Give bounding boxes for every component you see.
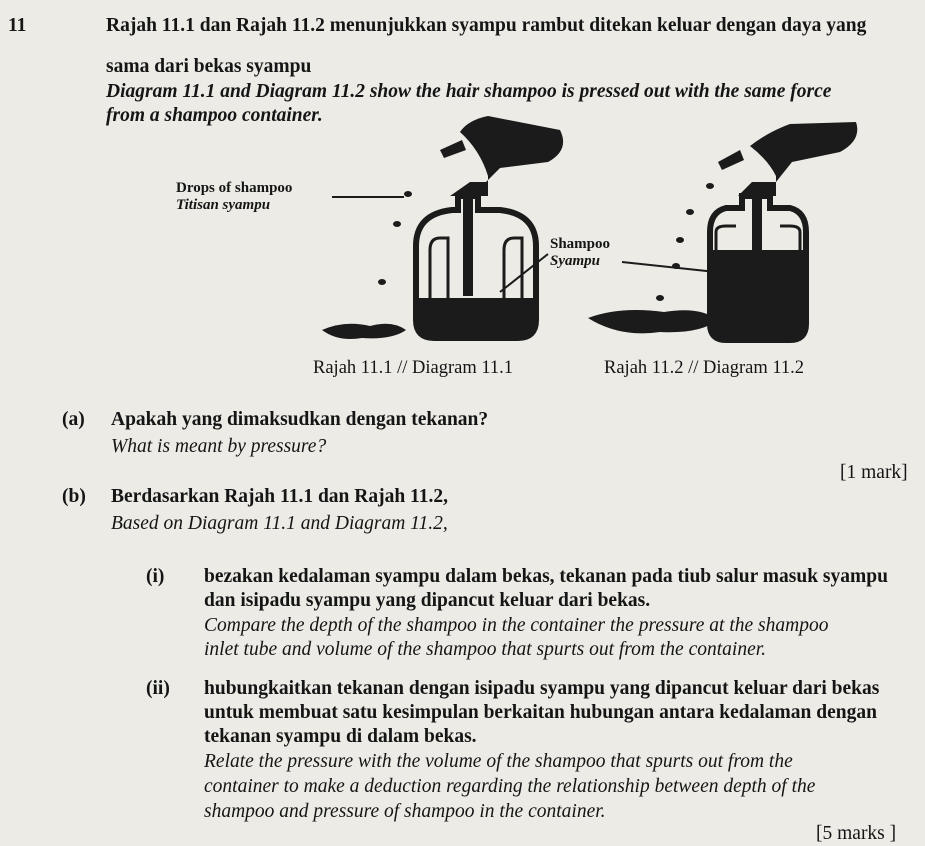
part-a-question-ms: Apakah yang dimaksudkan dengan tekanan? (111, 409, 489, 430)
part-b-label: (b) (62, 486, 86, 507)
part-b-i-line-1: bezakan kedalaman syampu dalam bekas, tekanan pada tiub salur masuk syampu (204, 566, 888, 587)
part-b-ii-line-4: Relate the pressure with the volume of the shampoo that spurts out from the (204, 751, 793, 772)
part-b-ii-line-2: untuk membuat satu kesimpulan berkaitan hubungan antara kedalaman dengan (204, 702, 877, 723)
intro-line-3: Diagram 11.1 and Diagram 11.2 show the hair shampoo is pressed out with the same force (106, 81, 832, 102)
part-b-ii-line-3: tekanan syampu di dalam bekas. (204, 726, 477, 747)
part-b-ii-line-1: hubungkaitkan tekanan dengan isipadu syampu yang dipancut keluar dari bekas (204, 678, 880, 699)
part-b-i-line-4: inlet tube and volume of the shampoo that spurts out from the container. (204, 639, 767, 660)
part-b-intro-ms: Berdasarkan Rajah 11.1 dan Rajah 11.2, (111, 486, 448, 507)
part-a-marks: [1 mark] (840, 462, 908, 483)
caption-diagram-11-2: Rajah 11.2 // Diagram 11.2 (604, 358, 805, 378)
drops-label-en: Titisan syampu (176, 197, 271, 213)
container-diagram-11-2 (588, 122, 857, 340)
part-a-label: (a) (62, 409, 85, 430)
shampoo-label-en: Shampoo (550, 236, 611, 252)
part-b-i-line-3: Compare the depth of the shampoo in the container the pressure at the shampoo (204, 615, 829, 636)
shampoo-label-ms: Syampu (550, 253, 601, 269)
shampoo-leader-line (500, 254, 548, 292)
part-b-ii-line-5: container to make a deduction regarding the relationship between depth of the (204, 776, 816, 797)
intro-line-1: Rajah 11.1 dan Rajah 11.2 menunjukkan syampu rambut ditekan keluar dengan daya yang (106, 15, 867, 36)
question-number: 11 (8, 15, 27, 36)
drops-label-ms: Drops of shampoo (176, 180, 293, 196)
container-diagram-11-1 (322, 116, 563, 339)
part-b-marks: [5 marks ] (816, 823, 897, 844)
part-b-intro-en: Based on Diagram 11.1 and Diagram 11.2, (111, 513, 448, 534)
part-b-i-label: (i) (146, 566, 165, 587)
intro-line-4: from a shampoo container. (106, 105, 323, 126)
caption-diagram-11-1: Rajah 11.1 // Diagram 11.1 (313, 358, 514, 378)
part-b-ii-line-6: shampoo and pressure of shampoo in the container. (204, 801, 606, 822)
part-a-question-en: What is meant by pressure? (111, 436, 327, 457)
part-b-i-line-2: dan isipadu syampu yang dipancut keluar dari bekas. (204, 590, 651, 611)
part-b-ii-label: (ii) (146, 678, 170, 699)
intro-line-2: sama dari bekas syampu (106, 56, 312, 77)
